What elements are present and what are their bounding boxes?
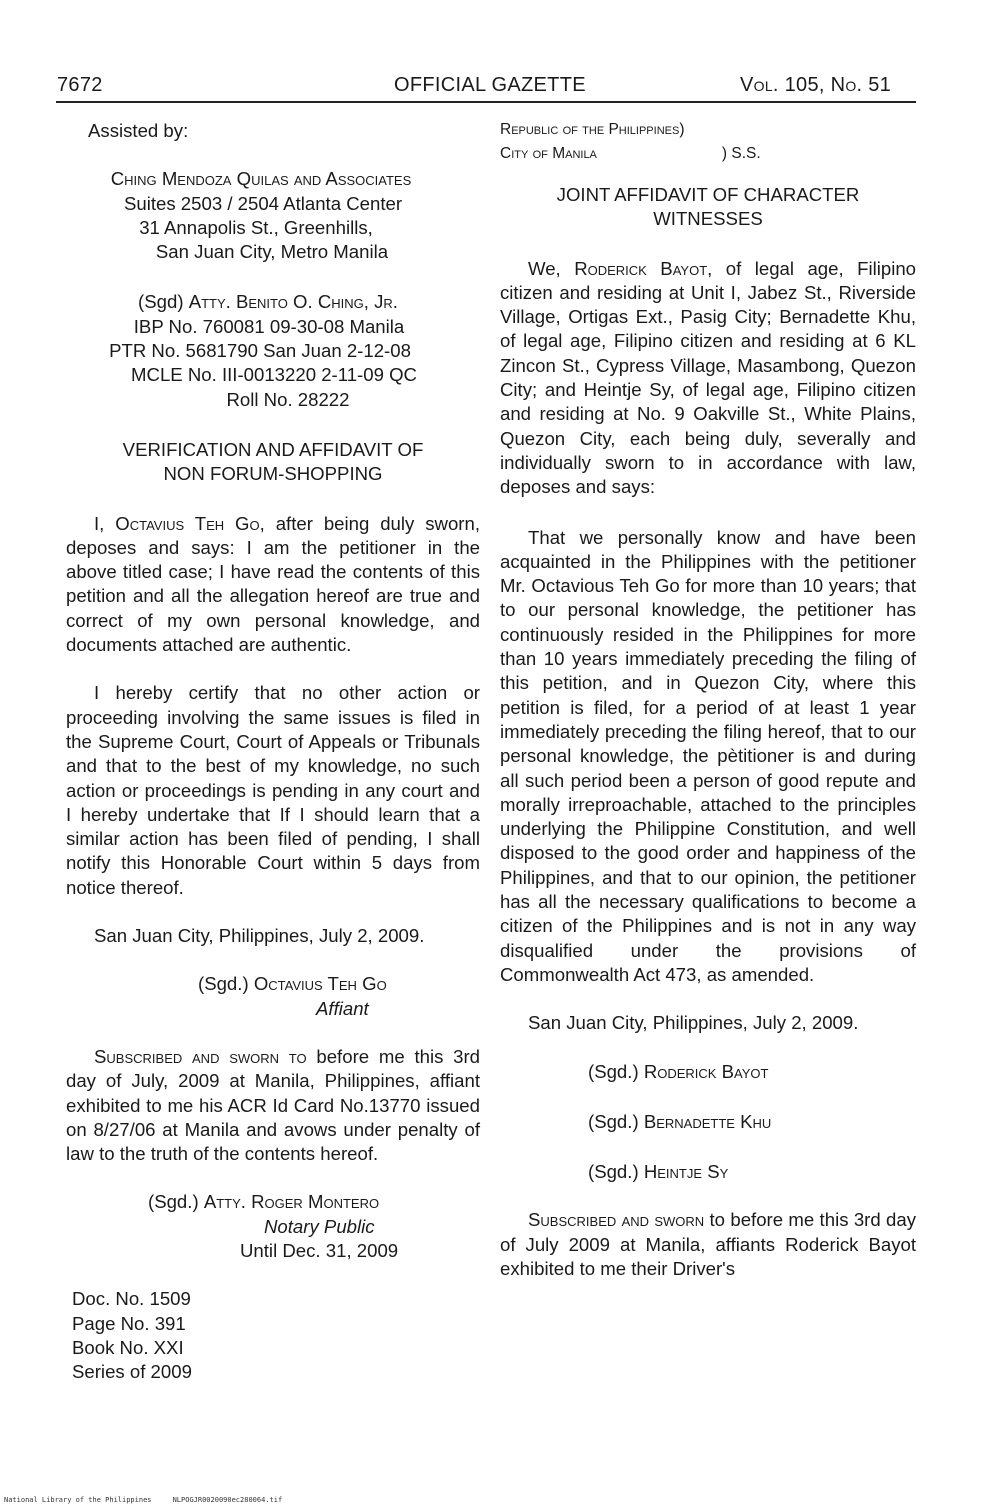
notarial-register: Doc. No. 1509 Page No. 391 Book No. XXI Series of 2009 (72, 1288, 192, 1383)
verification-paragraph-2: I hereby certify that no other action or proceeding involving the same issues is filed in the Supreme Court, Court of Appeals or Tribunals and that to the best of my knowledge, no such action or proceedings is pending in any court and I hereby undertake that If I should learn that a similar action has been filed of pending, I shall notify this Honorable Court within 5 days from notice thereof. (66, 682, 480, 898)
counsel-mcle: MCLE No. III-0013220 2-11-09 QC (131, 364, 417, 386)
right-column (500, 112, 916, 1281)
witness-signature: (Sgd.) Bernadette Khu (588, 1110, 772, 1132)
counsel-signature: (Sgd) Atty. Benito O. Ching, Jr. (138, 291, 398, 313)
affiant-signature: (Sgd.) Octavius Teh Go Affiant (198, 973, 387, 1019)
joint-affidavit-jurat: Subscribed and sworn to before me this 3rd day of July 2009 at Manila, affiants Roderick Bayot exhibited to me their Driver's (500, 1209, 917, 1279)
counsel-ptr: PTR No. 5681790 San Juan 2-12-08 (109, 340, 411, 362)
assisted-by-label: Assisted by: (88, 120, 189, 141)
law-firm-name: Ching Mendoza Quilas and Associates (110, 168, 412, 190)
left-column (66, 112, 480, 1384)
header-rule (56, 101, 916, 103)
witness-signature: (Sgd.) Heintje Sy (588, 1161, 729, 1183)
jurat-paragraph: Subscribed and sworn to before me this 3rd day of July, 2009 at Manila, Philippines, affiant exhibited to me his ACR Id Card No.13770 issued on 8/27/06 at Manila and avows under penalty of law to the truth of the contents hereof. (66, 1045, 481, 1165)
counsel-block (66, 290, 480, 411)
joint-affidavit-title: JOINT AFFIDAVIT OF CHARACTER WITNESSES (556, 184, 860, 230)
law-firm-address-line: 31 Annapolis St., Greenhills, (139, 216, 373, 238)
volume-issue: Vol. 105, No. 51 (740, 74, 892, 96)
venue-city: City of Manila ) S.S. (500, 145, 761, 162)
verification-paragraph-1: I, Octavius Teh Go, after being duly sworn, deposes and says: I am the petitioner in the above titled case; I have read the contents of this petition and all the allegation hereof are true and correct of my own personal knowledge, and documents attached are authentic. (66, 512, 481, 656)
verification-place-date: San Juan City, Philippines, July 2, 2009. (94, 925, 425, 947)
witness-signature: (Sgd.) Roderick Bayot (588, 1060, 769, 1082)
counsel-ibp: IBP No. 760081 09-30-08 Manila (133, 315, 405, 337)
law-firm-address-line: San Juan City, Metro Manila (155, 241, 389, 263)
verification-title: VERIFICATION AND AFFIDAVIT OF NON FORUM-SHOPPING (122, 438, 424, 485)
joint-affidavit-body: That we personally know and have been acquainted in the Philippines with the petitioner Mr. Octavious Teh Go for more than 10 years; that to our personal knowledge, the petitioner has continuously resided in the Philippines for more than 10 years immediately preceding the filing of this petition, and in Quezon City, where this petition is filed, for a period of at least 1 year immediately preceding the filing hereof, that to our personal knowledge, the pètitioner is and during all such period been a person of good repute and morally irreproachable, attached to the principles underlying the Philippine Constitution, and well disposed to the good order and happiness of the Philippines, and that to our opinion, the petitioner has all the necessary qualifications to become a citizen of the Philippines and is not in any way disqualified under the provisions of Commonwealth Act 473, as amended. (500, 526, 916, 985)
joint-affidavit-intro: We, Roderick Bayot, of legal age, Filipino citizen and residing at Unit I, Jabez St., Riverside Village, Ortigas Ext., Pasig City; Bernadette Khu, of legal age, Filipino citizen and residing at 6 KL Zincon St., Cypress Village, Masambong, Quezon City; and Heintje Sy, of legal age, Filipino citizen and residing at No. 9 Oakville St., White Plains, Quezon City, each being duly, severally and individually sworn to in accordance with law, deposes and says: (500, 257, 917, 498)
venue-block (500, 118, 916, 166)
joint-affidavit-place-date: San Juan City, Philippines, July 2, 2009. (528, 1012, 859, 1034)
scan-footer: National Library of the Philippines NLPOGJR0020090ec280064.tif (4, 1496, 283, 1504)
notary-signature: (Sgd.) Atty. Roger Montero Notary Public Until Dec. 31, 2009 (148, 1191, 399, 1261)
publication-title: OFFICIAL GAZETTE (394, 74, 586, 96)
page-number: 7672 (57, 74, 103, 96)
venue-republic: Republic of the Philippines) (500, 121, 685, 138)
witness-signatures (500, 1060, 916, 1185)
law-firm-address-line: Suites 2503 / 2504 Atlanta Center (123, 192, 403, 214)
counsel-roll: Roll No. 28222 (226, 388, 350, 410)
law-firm-block (66, 167, 480, 264)
